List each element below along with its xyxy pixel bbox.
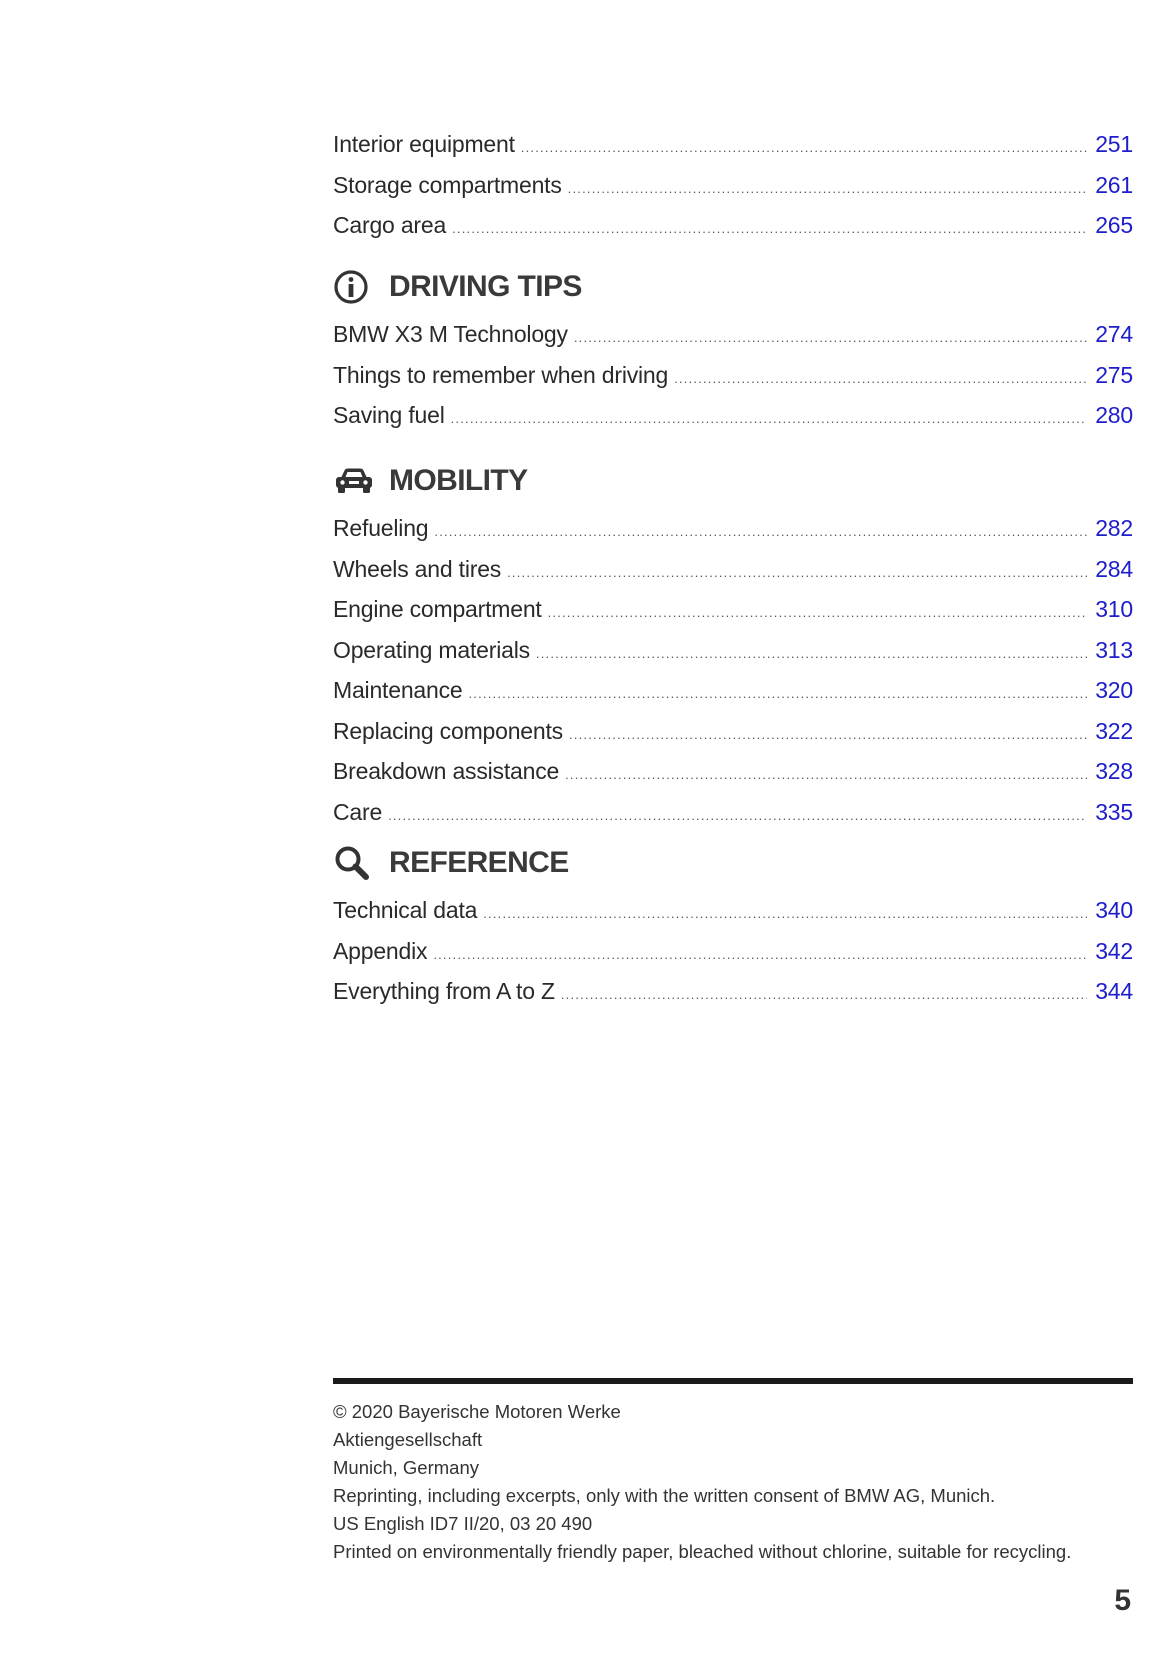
leader-dots xyxy=(521,129,1087,167)
leader-dots xyxy=(483,895,1087,933)
toc-entry-page-link[interactable]: 261 xyxy=(1095,171,1133,198)
toc-entry-title: Appendix xyxy=(333,937,428,964)
imprint-block xyxy=(333,1398,1071,1566)
toc-entry-title: Things to remember when driving xyxy=(333,361,669,388)
toc-entry-title: Storage compartments xyxy=(333,171,562,198)
toc-entry-page-link[interactable]: 251 xyxy=(1095,131,1133,157)
toc-entry[interactable] xyxy=(333,126,1133,167)
toc-entry-page-link[interactable]: 328 xyxy=(1095,758,1133,784)
toc-entry[interactable] xyxy=(333,591,1133,632)
imprint-line: Aktiengesellschaft xyxy=(333,1429,483,1450)
section-heading xyxy=(333,452,1133,510)
toc-entry-title: Replacing components xyxy=(333,717,563,744)
toc-entry[interactable] xyxy=(333,316,1133,357)
toc-entry-title: Technical data xyxy=(333,897,478,923)
section-heading-text: MOBILITY xyxy=(389,464,528,497)
toc-entry-page-link[interactable]: 335 xyxy=(1095,798,1133,825)
leader-dots xyxy=(433,936,1087,974)
toc-entry[interactable] xyxy=(333,713,1133,754)
toc-entry-page-link[interactable]: 280 xyxy=(1095,402,1133,428)
toc-entry-title: Wheels and tires xyxy=(333,555,502,582)
toc-entry-title: Engine compartment xyxy=(333,596,542,622)
section-reference xyxy=(333,834,1133,1014)
section-heading-text: DRIVING TIPS xyxy=(389,270,582,303)
leader-dots xyxy=(548,594,1087,632)
magnifier-icon xyxy=(333,845,377,881)
leader-dots xyxy=(434,513,1087,551)
toc-entry[interactable] xyxy=(333,357,1133,398)
toc-entry[interactable] xyxy=(333,551,1133,592)
leader-dots xyxy=(568,170,1087,208)
section-heading xyxy=(333,258,1133,316)
leader-dots xyxy=(569,716,1087,754)
leader-dots xyxy=(469,675,1088,713)
toc-entry-page-link[interactable]: 322 xyxy=(1095,717,1133,744)
toc-entry-page-link[interactable]: 344 xyxy=(1095,978,1133,1004)
toc-entry[interactable] xyxy=(333,753,1133,794)
toc-entry[interactable] xyxy=(333,892,1133,933)
toc-entry[interactable] xyxy=(333,672,1133,713)
toc-entry-title: Interior equipment xyxy=(333,131,515,157)
toc-top-group xyxy=(333,126,1133,248)
toc-entry-title: Saving fuel xyxy=(333,402,445,428)
leader-dots xyxy=(565,756,1087,794)
section-heading-text: REFERENCE xyxy=(389,846,569,879)
leader-dots xyxy=(574,319,1087,357)
toc-entry-title: Maintenance xyxy=(333,677,463,703)
toc-entry[interactable] xyxy=(333,167,1133,208)
toc-entry-title: Operating materials xyxy=(333,636,530,663)
toc-entry[interactable] xyxy=(333,794,1133,835)
imprint-line: Reprinting, including excerpts, only with the written consent of BMW AG, Munich. xyxy=(333,1485,996,1506)
toc-entry-title: BMW X3 M Technology xyxy=(333,321,568,347)
toc-entry[interactable] xyxy=(333,632,1133,673)
toc-entry-page-link[interactable]: 342 xyxy=(1095,937,1133,964)
imprint-line: Printed on environmentally friendly paper, bleached without chlorine, suitable for recycling. xyxy=(333,1541,1072,1562)
leader-dots xyxy=(674,360,1087,398)
section-mobility xyxy=(333,452,1133,834)
leader-dots xyxy=(452,210,1087,248)
car-icon xyxy=(333,463,377,499)
leader-dots xyxy=(536,635,1087,673)
toc-entry-title: Everything from A to Z xyxy=(333,978,555,1004)
toc-entry-page-link[interactable]: 284 xyxy=(1095,555,1133,582)
toc-entry[interactable] xyxy=(333,510,1133,551)
toc-entry-title: Care xyxy=(333,798,383,825)
toc-entry[interactable] xyxy=(333,207,1133,248)
footer-divider xyxy=(333,1378,1133,1384)
toc-entry[interactable] xyxy=(333,933,1133,974)
toc-entry-page-link[interactable]: 275 xyxy=(1095,361,1133,388)
toc-entry[interactable] xyxy=(333,397,1133,438)
leader-dots xyxy=(388,797,1087,835)
imprint-line: US English ID7 II/20, 03 20 490 xyxy=(333,1513,593,1534)
toc-entry-page-link[interactable]: 274 xyxy=(1095,321,1133,347)
toc-entry-page-link[interactable]: 313 xyxy=(1095,636,1133,663)
toc-entry-page-link[interactable]: 310 xyxy=(1095,596,1133,622)
page-number: 5 xyxy=(1114,1584,1131,1617)
toc-entry-page-link[interactable]: 340 xyxy=(1095,897,1133,923)
toc-entry-title: Refueling xyxy=(333,515,429,541)
toc-entry[interactable] xyxy=(333,973,1133,1014)
toc-entry-page-link[interactable]: 265 xyxy=(1095,212,1133,238)
toc-entry-page-link[interactable]: 282 xyxy=(1095,515,1133,541)
section-driving-tips xyxy=(333,258,1133,438)
leader-dots xyxy=(561,976,1087,1014)
leader-dots xyxy=(451,400,1087,438)
imprint-line: © 2020 Bayerische Motoren Werke xyxy=(333,1401,621,1422)
toc-entry-title: Cargo area xyxy=(333,212,447,238)
toc-entry-page-link[interactable]: 320 xyxy=(1095,677,1133,703)
info-icon xyxy=(333,269,377,305)
imprint-line: Munich, Germany xyxy=(333,1457,479,1478)
section-heading xyxy=(333,834,1133,892)
toc-entry-title: Breakdown assistance xyxy=(333,758,560,784)
leader-dots xyxy=(507,554,1087,592)
